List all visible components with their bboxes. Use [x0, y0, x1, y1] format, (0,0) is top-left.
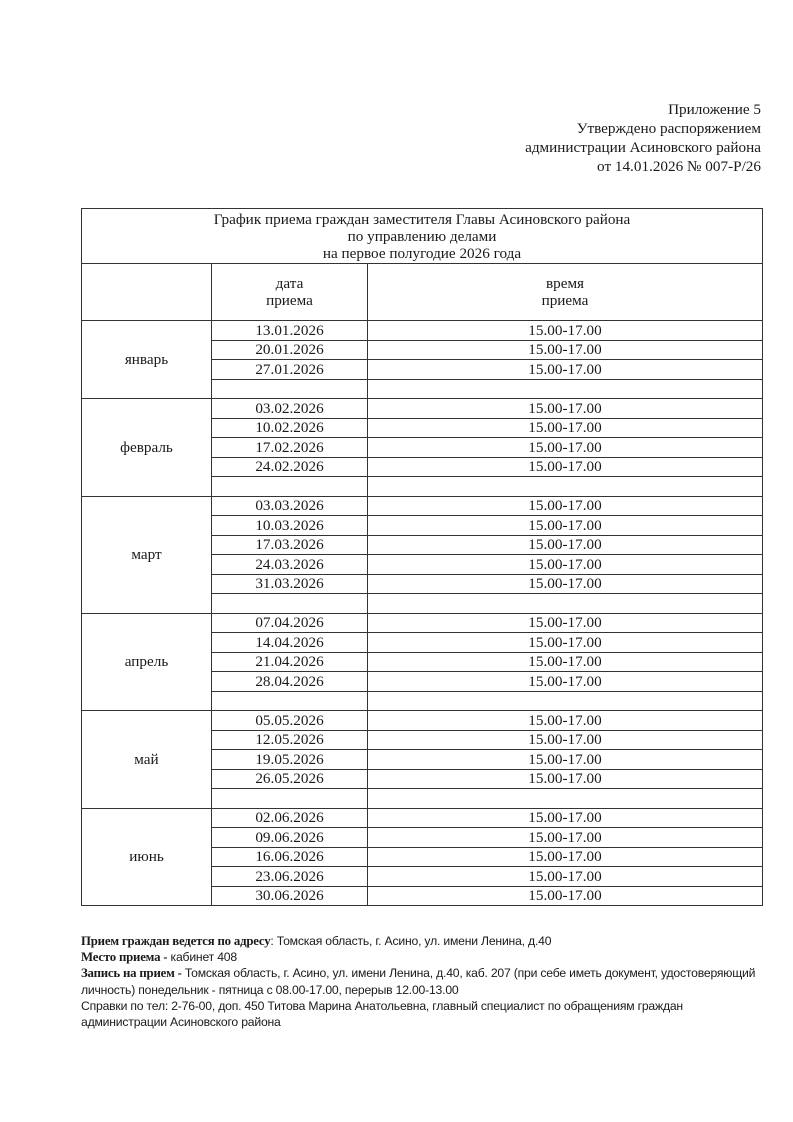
time-cell: 15.00-17.00 [368, 574, 763, 594]
time-cell: 15.00-17.00 [368, 613, 763, 633]
date-cell: 13.01.2026 [212, 321, 368, 341]
approval-authority: администрации Асиновского района [525, 139, 761, 156]
date-cell: 24.02.2026 [212, 457, 368, 477]
appendix-number: Приложение 5 [668, 101, 761, 118]
time-cell: 15.00-17.00 [368, 750, 763, 770]
date-cell: 07.04.2026 [212, 613, 368, 633]
table-row [82, 711, 763, 731]
footer-notes [81, 933, 771, 1030]
time-header-line-1: время [545, 275, 585, 292]
approval-line: Утверждено распоряжением [576, 120, 761, 137]
table-row [82, 321, 763, 341]
date-cell: 26.05.2026 [212, 769, 368, 789]
time-cell: 15.00-17.00 [368, 730, 763, 750]
month-cell: июнь [82, 808, 212, 906]
date-cell [212, 379, 368, 399]
time-cell: 15.00-17.00 [368, 808, 763, 828]
date-cell: 12.05.2026 [212, 730, 368, 750]
date-cell: 28.04.2026 [212, 672, 368, 692]
table-row [82, 808, 763, 828]
date-cell [212, 789, 368, 809]
address-label: Прием граждан ведется по адресу [81, 934, 271, 948]
time-cell: 15.00-17.00 [368, 516, 763, 536]
time-cell: 15.00-17.00 [368, 672, 763, 692]
date-cell: 14.04.2026 [212, 633, 368, 653]
date-cell [212, 594, 368, 614]
time-column-header [368, 264, 763, 321]
date-cell: 16.06.2026 [212, 847, 368, 867]
time-cell: 15.00-17.00 [368, 418, 763, 438]
time-cell: 15.00-17.00 [368, 633, 763, 653]
time-cell: 15.00-17.00 [368, 496, 763, 516]
date-cell: 27.01.2026 [212, 360, 368, 380]
time-cell [368, 379, 763, 399]
month-cell: февраль [82, 399, 212, 497]
time-cell: 15.00-17.00 [368, 828, 763, 848]
date-cell [212, 477, 368, 497]
time-cell: 15.00-17.00 [368, 652, 763, 672]
title-line-1: График приема граждан заместителя Главы Асиновского района [213, 210, 631, 228]
place-label: Место приема - [81, 950, 168, 965]
address-value: : Томская область, г. Асино, ул. имени Ленина, д.40 [270, 934, 552, 948]
time-header-line-2: приема [541, 292, 589, 309]
place-note [81, 949, 771, 965]
date-cell: 19.05.2026 [212, 750, 368, 770]
time-cell: 15.00-17.00 [368, 399, 763, 419]
address-note [81, 933, 771, 949]
date-header-line-1: дата [275, 275, 304, 292]
signup-value: Томская область, г. Асино, ул. имени Ленина, д.40, каб. 207 (при себе иметь документ, удостоверяющий личность) понедельник - пятница с 08.00-17.00, перерыв 12.00-13.00 [81, 966, 756, 997]
time-cell: 15.00-17.00 [368, 886, 763, 906]
time-cell: 15.00-17.00 [368, 438, 763, 458]
time-cell [368, 691, 763, 711]
table-row [82, 496, 763, 516]
date-cell: 10.02.2026 [212, 418, 368, 438]
approval-block [525, 100, 761, 176]
schedule-table [81, 208, 763, 906]
time-cell [368, 789, 763, 809]
date-cell: 17.02.2026 [212, 438, 368, 458]
month-column-header [82, 264, 212, 321]
date-cell: 21.04.2026 [212, 652, 368, 672]
date-cell: 05.05.2026 [212, 711, 368, 731]
time-cell: 15.00-17.00 [368, 340, 763, 360]
time-cell: 15.00-17.00 [368, 555, 763, 575]
date-cell: 20.01.2026 [212, 340, 368, 360]
time-cell: 15.00-17.00 [368, 457, 763, 477]
approval-order-ref: от 14.01.2026 № 007-Р/26 [597, 158, 761, 175]
table-row [82, 613, 763, 633]
date-cell: 30.06.2026 [212, 886, 368, 906]
signup-note [81, 965, 771, 997]
month-cell: апрель [82, 613, 212, 711]
time-cell: 15.00-17.00 [368, 535, 763, 555]
month-cell: март [82, 496, 212, 613]
date-cell: 02.06.2026 [212, 808, 368, 828]
date-cell: 03.02.2026 [212, 399, 368, 419]
date-column-header [212, 264, 368, 321]
month-cell: май [82, 711, 212, 809]
time-cell: 15.00-17.00 [368, 711, 763, 731]
date-cell: 31.03.2026 [212, 574, 368, 594]
title-line-2: по управлению делами [347, 227, 497, 245]
date-cell: 09.06.2026 [212, 828, 368, 848]
time-cell: 15.00-17.00 [368, 321, 763, 341]
table-title [82, 209, 763, 264]
title-line-3: на первое полугодие 2026 года [322, 244, 522, 262]
date-cell [212, 691, 368, 711]
time-cell [368, 477, 763, 497]
date-cell: 03.03.2026 [212, 496, 368, 516]
date-cell: 24.03.2026 [212, 555, 368, 575]
date-cell: 10.03.2026 [212, 516, 368, 536]
date-header-line-2: приема [266, 292, 313, 309]
info-note: Справки по тел: 2-76-00, доп. 450 Титова Марина Анатольевна, главный специалист по обращениям граждан администрации Асиновского района [81, 998, 683, 1030]
place-value: кабинет 408 [167, 950, 237, 965]
signup-label: Запись на прием - [81, 966, 182, 981]
time-cell: 15.00-17.00 [368, 769, 763, 789]
time-cell: 15.00-17.00 [368, 360, 763, 380]
time-cell: 15.00-17.00 [368, 847, 763, 867]
date-cell: 23.06.2026 [212, 867, 368, 887]
date-cell: 17.03.2026 [212, 535, 368, 555]
time-cell: 15.00-17.00 [368, 867, 763, 887]
month-cell: январь [82, 321, 212, 399]
time-cell [368, 594, 763, 614]
table-row [82, 399, 763, 419]
